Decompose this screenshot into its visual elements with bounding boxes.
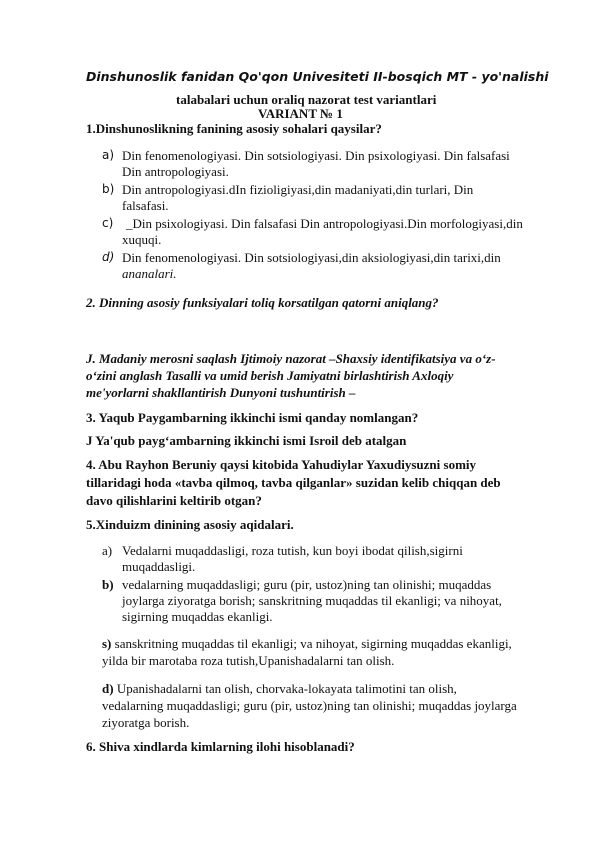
question-2-title: 2. Dinning asosiy funksiyalari toliq korsatilgan qatorni aniqlang? <box>86 295 439 310</box>
q1-option-c-line1: _Din psixologiyasi. Din falsafasi Din antropologiyasi.Din morfologiyasi,din <box>126 216 523 231</box>
q1-option-a-line2: Din antropologiyasi. <box>122 164 229 179</box>
q5-option-d-line2: vedalarning muqaddasligi; guru (pir, ustoz)ning tan olinishi; muqaddas joylarga <box>102 698 517 713</box>
q5-option-d-text1: Upanishadalarni tan olish, chorvaka-lokayata talimotini tan olish, <box>113 681 457 696</box>
q1-option-d-line1: Din fenomenologiyasi. Din sotsiologiyasi,din aksiologiyasi,din tarixi,din <box>122 250 501 265</box>
question-5-title: 5.Xinduizm dinining asosiy aqidalari. <box>86 517 294 532</box>
q2-answer-line1: J. Madaniy merosni saqlash Ijtimoiy nazorat –Shaxsiy identifikatsiya va o‘z- <box>86 351 496 366</box>
question-4-line2: tillaridagi hoda «tavba qilmoq, tavba qilganlar» suzidan kelib chiqqan deb <box>86 475 501 490</box>
q1-option-d-line2: ananalari. <box>122 266 177 281</box>
q2-answer-line3: me'yorlarni shakllantirish Dunyoni tushuntirish – <box>86 385 356 400</box>
q5-option-b-line2: joylarga ziyoratga borish; sanskritning muqaddas til ekanligi; va nihoyat, <box>122 593 502 608</box>
question-4-line3: davo qilishlarini keltirib otgan? <box>86 493 262 508</box>
q1-option-a-line1: Din fenomenologiyasi. Din sotsiologiyasi. Din psixologiyasi. Din falsafasi <box>122 148 510 163</box>
document-header-line2: talabalari uchun oraliq nazorat test variantlari <box>176 92 437 107</box>
q1-option-b-line2: falsafasi. <box>122 198 169 213</box>
q1-option-c-marker: c) <box>102 216 114 230</box>
variant-title: VARIANT № 1 <box>258 106 343 121</box>
q5-option-d-marker: d) <box>102 681 114 696</box>
q1-option-d-marker: d) <box>102 250 115 264</box>
question-6-title: 6. Shiva xindlarda kimlarning ilohi hisoblanadi? <box>86 739 355 754</box>
q5-option-b-marker: b) <box>102 577 114 592</box>
q3-answer: J Ya'qub payg‘ambarning ikkinchi ismi Isroil deb atalgan <box>86 433 407 448</box>
q1-option-c-line2: xuquqi. <box>122 232 162 247</box>
q5-option-d-line1 <box>102 681 457 696</box>
q2-answer-line2: o‘zini anglash Tasalli va umid berish Jamiyatni birlashtirish Axloqiy <box>86 368 454 383</box>
question-3-title: 3. Yaqub Paygambarning ikkinchi ismi qanday nomlangan? <box>86 410 419 425</box>
q5-option-s-line1 <box>102 636 512 651</box>
q1-option-a-marker: a) <box>102 148 115 162</box>
question-4-line1: 4. Abu Rayhon Beruniy qaysi kitobida Yahudiylar Yaxudiysuzni somiy <box>86 457 477 472</box>
q5-option-a-marker: a) <box>102 543 113 558</box>
document-header-line1: Dinshunoslik fanidan Qo'qon Univesiteti II-bosqich MT - yo'nalishi <box>86 69 549 84</box>
question-1-title: 1.Dinshunoslikning fanining asosiy sohalari qaysilar? <box>86 121 382 136</box>
q5-option-s-marker: s) <box>102 636 112 651</box>
q5-option-a-line1: Vedalarni muqaddasligi, roza tutish, kun boyi ibodat qilish,sigirni <box>122 543 463 558</box>
q1-option-b-marker: b) <box>102 182 115 196</box>
q5-option-s-line2: yilda bir marotaba roza tutish,Upanishadalarni tan olish. <box>102 653 395 668</box>
q1-option-b-line1: Din antropologiyasi.dIn fizioligiyasi,din madaniyati,din turlari, Din <box>122 182 474 197</box>
q5-option-a-line2: muqaddasligi. <box>122 559 196 574</box>
q5-option-d-line3: ziyoratga borish. <box>102 715 190 730</box>
q5-option-b-line3: sigirning muqaddas ekanligi. <box>122 609 273 624</box>
q5-option-s-text1: sanskritning muqaddas til ekanligi; va nihoyat, sigirning muqaddas ekanligi, <box>111 636 512 651</box>
q5-option-b-line1: vedalarning muqaddasligi; guru (pir, ustoz)ning tan olinishi; muqaddas <box>122 577 492 592</box>
